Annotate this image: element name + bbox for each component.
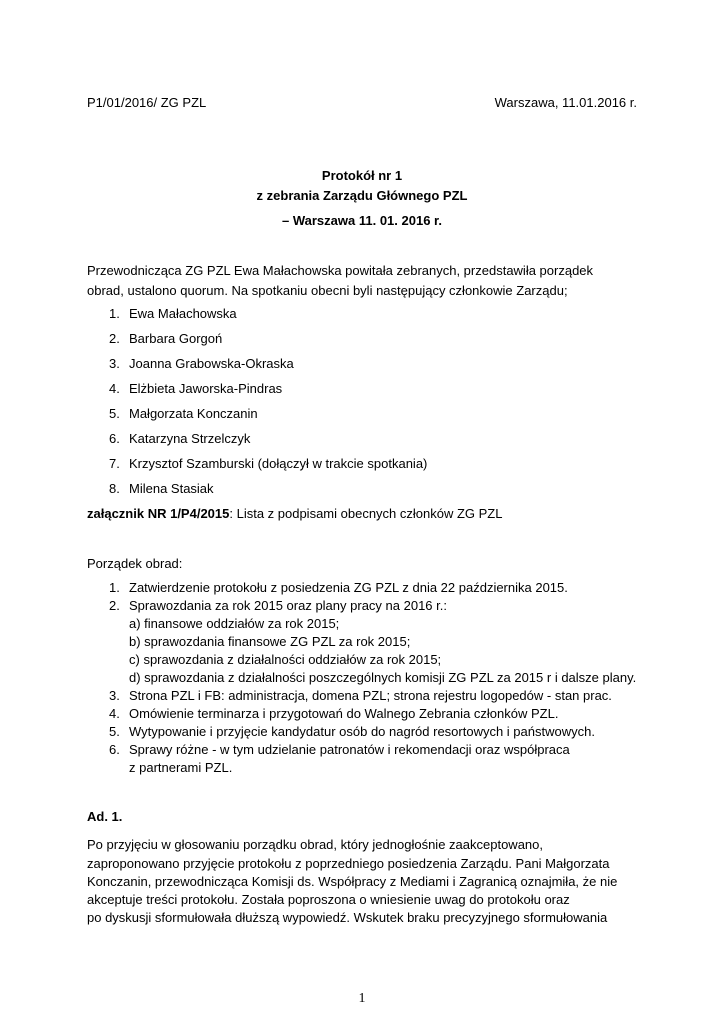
agenda-item-number: 2. <box>109 598 120 613</box>
section-heading-ad-1: Ad. 1. <box>87 809 123 824</box>
list-item-number: 6. <box>109 431 120 446</box>
place-and-date: Warszawa, 11.01.2016 r. <box>494 95 637 110</box>
agenda-item-number: 4. <box>109 706 120 721</box>
paragraph-line: zaproponowano przyjęcie protokołu z poprzedniego posiedzenia Zarządu. Pani Małgorzata <box>87 856 610 871</box>
agenda-item: Strona PZL i FB: administracja, domena PZL; strona rejestru logopedów - stan prac. <box>129 688 612 703</box>
member-name: Katarzyna Strzelczyk <box>129 431 251 446</box>
paragraph-line: akceptuje treści protokołu. Została poproszona o wniesienie uwag do protokołu oraz <box>87 892 570 907</box>
title-line-2: z zebrania Zarządu Głównego PZL <box>256 188 468 203</box>
intro-line-1: Przewodnicząca ZG PZL Ewa Małachowska powitała zebranych, przedstawiła porządek <box>87 263 594 278</box>
list-item-number: 2. <box>109 331 120 346</box>
member-name: Krzysztof Szamburski (dołączył w trakcie spotkania) <box>129 456 428 471</box>
paragraph-line: po dyskusji sformułowała dłuższą wypowiedź. Wskutek braku precyzyjnego sformułowania <box>87 910 608 925</box>
title-line-1: Protokół nr 1 <box>321 168 403 183</box>
member-name: Małgorzata Konczanin <box>129 406 258 421</box>
agenda-item-number: 1. <box>109 580 120 595</box>
agenda-item-number: 3. <box>109 688 120 703</box>
page-number: 1 <box>358 991 366 1006</box>
agenda-subitem: c) sprawozdania z działalności oddziałów za rok 2015; <box>129 652 442 667</box>
agenda-subitem: a) finansowe oddziałów za rok 2015; <box>129 616 340 631</box>
agenda-item: Sprawozdania za rok 2015 oraz plany pracy na 2016 r.: <box>129 598 447 613</box>
agenda-item: Zatwierdzenie protokołu z posiedzenia ZG PZL z dnia 22 października 2015. <box>129 580 568 595</box>
agenda-item: Omówienie terminarza i przygotowań do Walnego Zebrania członków PZL. <box>129 706 559 721</box>
agenda-item-continuation: z partnerami PZL. <box>129 760 233 775</box>
member-name: Milena Stasiak <box>129 481 214 496</box>
list-item-number: 5. <box>109 406 120 421</box>
member-name: Elżbieta Jaworska-Pindras <box>129 381 283 396</box>
agenda-item: Wytypowanie i przyjęcie kandydatur osób do nagród resortowych i państwowych. <box>129 724 595 739</box>
paragraph-line: Po przyjęciu w głosowaniu porządku obrad, który jednogłośnie zaakceptowano, <box>87 837 543 852</box>
agenda-item-number: 6. <box>109 742 120 757</box>
list-item-number: 8. <box>109 481 120 496</box>
list-item-number: 3. <box>109 356 120 371</box>
agenda-subitem: b) sprawozdania finansowe ZG PZL za rok 2015; <box>129 634 411 649</box>
member-name: Joanna Grabowska-Okraska <box>129 356 294 371</box>
list-item-number: 7. <box>109 456 120 471</box>
attachment-text: : Lista z podpisami obecnych członków ZG PZL <box>229 506 503 521</box>
agenda-subitem: d) sprawozdania z działalności poszczególnych komisji ZG PZL za 2015 r i dalsze plany. <box>129 670 637 685</box>
member-name: Barbara Gorgoń <box>129 331 223 346</box>
agenda-heading: Porządek obrad: <box>87 556 183 571</box>
list-item-number: 1. <box>109 306 120 321</box>
agenda-item-number: 5. <box>109 724 120 739</box>
document-reference: P1/01/2016/ ZG PZL <box>87 95 207 110</box>
member-name: Ewa Małachowska <box>129 306 237 321</box>
agenda-item: Sprawy różne - w tym udzielanie patronatów i rekomendacji oraz współpraca <box>129 742 570 757</box>
list-item-number: 4. <box>109 381 120 396</box>
paragraph-line: Konczanin, przewodnicząca Komisji ds. Współpracy z Mediami i Zagranicą oznajmiła, że nie <box>87 874 618 889</box>
attachment-note <box>87 506 502 521</box>
intro-line-2: obrad, ustalono quorum. Na spotkaniu obecni byli następujący członkowie Zarządu; <box>87 283 568 298</box>
attachment-label: załącznik NR 1/P4/2015 <box>87 506 230 521</box>
title-line-3: – Warszawa 11. 01. 2016 r. <box>282 213 442 228</box>
